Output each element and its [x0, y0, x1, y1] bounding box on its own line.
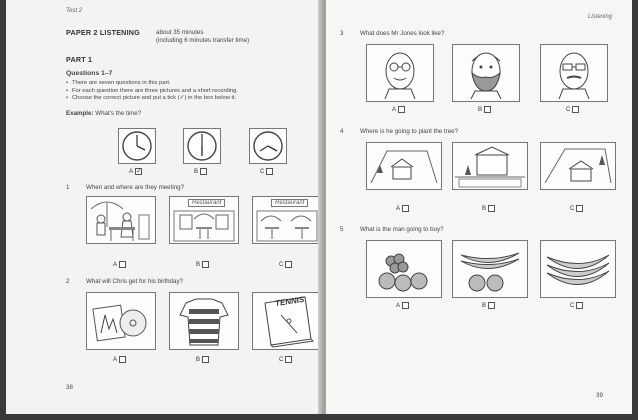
- bananas-icon: [541, 241, 615, 297]
- q5-picture-a: [366, 240, 442, 298]
- question-number: 1: [66, 184, 70, 191]
- restaurant-sign: Restaurant: [271, 199, 308, 207]
- running-head-right: Listening: [588, 14, 613, 20]
- option-letter: B: [482, 303, 487, 310]
- question-number: 3: [340, 30, 344, 37]
- q1-option-b[interactable]: [196, 261, 209, 268]
- cafe-scene-icon: [87, 197, 155, 243]
- q5-picture-b: [452, 240, 528, 298]
- tick-box[interactable]: [488, 205, 495, 212]
- tick-box[interactable]: [488, 302, 495, 309]
- restaurant-sign: Restaurant: [188, 199, 225, 207]
- page-number-left: 38: [66, 384, 73, 391]
- option-letter: B: [196, 357, 201, 364]
- question-text: What will Chris get for his birthday?: [86, 278, 183, 285]
- option-letter: A: [129, 169, 134, 176]
- q5-option-b[interactable]: [482, 302, 495, 309]
- option-letter: C: [566, 107, 571, 114]
- example-question: What's the time?: [95, 110, 142, 117]
- question-text: What is the man going to buy?: [360, 226, 444, 233]
- striped-shirt-icon: [170, 293, 238, 349]
- question-number: 5: [340, 226, 344, 233]
- q2-option-b[interactable]: [196, 356, 209, 363]
- clock-picture-a: [118, 128, 156, 164]
- option-letter: C: [570, 303, 575, 310]
- garden-house-icon: [367, 143, 441, 189]
- paper-title: PAPER 2 LISTENING: [66, 28, 140, 37]
- q4-picture-c: [540, 142, 616, 190]
- tick-box[interactable]: [484, 106, 491, 113]
- duration: about 35 minutes: [156, 29, 204, 36]
- tick-box[interactable]: [119, 261, 126, 268]
- tick-box[interactable]: [576, 302, 583, 309]
- clock-icon: [184, 129, 220, 163]
- tick-box[interactable]: [398, 106, 405, 113]
- house-front-icon: [453, 143, 527, 189]
- tick-box[interactable]: [202, 356, 209, 363]
- instructions-list: [66, 80, 238, 103]
- transfer-time: (including 6 minutes transfer time): [156, 37, 250, 44]
- tick-box[interactable]: [285, 356, 292, 363]
- option-letter: C: [279, 357, 284, 364]
- q2-picture-b: [169, 292, 239, 350]
- q2-picture-c: [252, 292, 322, 350]
- part-heading: PART 1: [66, 55, 93, 64]
- q2-option-c[interactable]: [279, 356, 292, 363]
- tick-box[interactable]: [572, 106, 579, 113]
- q3-picture-c: [540, 44, 608, 102]
- option-letter: C: [279, 262, 284, 269]
- tick-box[interactable]: [402, 302, 409, 309]
- q2-picture-a: [86, 292, 156, 350]
- instruction-item: • For each question there are three pictures and a short recording.: [66, 88, 238, 96]
- face-beard-icon: [453, 45, 519, 101]
- tick-box[interactable]: [285, 261, 292, 268]
- q3-option-a[interactable]: [392, 106, 405, 113]
- option-letter: C: [570, 206, 575, 213]
- bananas-and-apples-icon: [453, 241, 527, 297]
- tick-box[interactable]: [202, 261, 209, 268]
- q1-option-c[interactable]: [279, 261, 292, 268]
- q4-option-b[interactable]: [482, 205, 495, 212]
- example-option-b[interactable]: [194, 168, 207, 175]
- instruction-item: • There are seven questions in this part.: [66, 80, 238, 88]
- q5-option-c[interactable]: [570, 302, 583, 309]
- q5-option-a[interactable]: [396, 302, 409, 309]
- clock-icon: [250, 129, 286, 163]
- question-text: What does Mr Jones look like?: [360, 30, 445, 37]
- tick-box[interactable]: [266, 168, 273, 175]
- clock-picture-c: [249, 128, 287, 164]
- tick-box[interactable]: [402, 205, 409, 212]
- option-letter: B: [482, 206, 487, 213]
- question-number: 2: [66, 278, 70, 285]
- option-letter: A: [396, 303, 401, 310]
- page-number-right: 39: [596, 392, 603, 399]
- q1-picture-c: [252, 196, 322, 244]
- running-head-left: Test 2: [66, 8, 83, 14]
- q4-option-a[interactable]: [396, 205, 409, 212]
- q3-option-c[interactable]: [566, 106, 579, 113]
- option-letter: B: [478, 107, 483, 114]
- option-letter: A: [392, 107, 397, 114]
- tick-box[interactable]: [119, 356, 126, 363]
- option-letter: A: [113, 262, 118, 269]
- left-page: [6, 0, 324, 414]
- tick-box[interactable]: [200, 168, 207, 175]
- q2-option-a[interactable]: [113, 356, 126, 363]
- q1-option-a[interactable]: [113, 261, 126, 268]
- example-option-c[interactable]: [260, 168, 273, 175]
- option-letter: A: [396, 206, 401, 213]
- question-number: 4: [340, 128, 344, 135]
- option-letter: A: [113, 357, 118, 364]
- question-text: When and where are they meeting?: [86, 184, 185, 191]
- clock-icon: [119, 129, 155, 163]
- q3-picture-a: [366, 44, 434, 102]
- book-title: TENNIS: [274, 295, 305, 308]
- example-option-a[interactable]: [129, 168, 142, 175]
- q3-option-b[interactable]: [478, 106, 491, 113]
- option-letter: C: [260, 169, 265, 176]
- q5-picture-c: [540, 240, 616, 298]
- option-letter: B: [194, 169, 199, 176]
- questions-heading: Questions 1–7: [66, 70, 113, 77]
- q1-picture-b: [169, 196, 239, 244]
- tick-box[interactable]: [576, 205, 583, 212]
- cd-and-picture-icon: [87, 293, 155, 349]
- q4-option-c[interactable]: [570, 205, 583, 212]
- face-glasses-icon: [367, 45, 433, 101]
- face-glasses-moustache-icon: [541, 45, 607, 101]
- grapes-and-apples-icon: [367, 241, 441, 297]
- clock-picture-b: [183, 128, 221, 164]
- q1-picture-a: [86, 196, 156, 244]
- instruction-item: • Choose the correct picture and put a tick (✓) in the box below it.: [66, 95, 238, 103]
- garden-path-icon: [541, 143, 615, 189]
- right-page: [326, 0, 632, 414]
- example-line: [66, 110, 141, 117]
- q3-picture-b: [452, 44, 520, 102]
- q4-picture-a: [366, 142, 442, 190]
- question-text: Where is he going to plant the tree?: [360, 128, 459, 135]
- option-letter: B: [196, 262, 201, 269]
- example-label: Example:: [66, 110, 94, 117]
- tick-box-checked[interactable]: ✓: [136, 168, 142, 175]
- q4-picture-b: [452, 142, 528, 190]
